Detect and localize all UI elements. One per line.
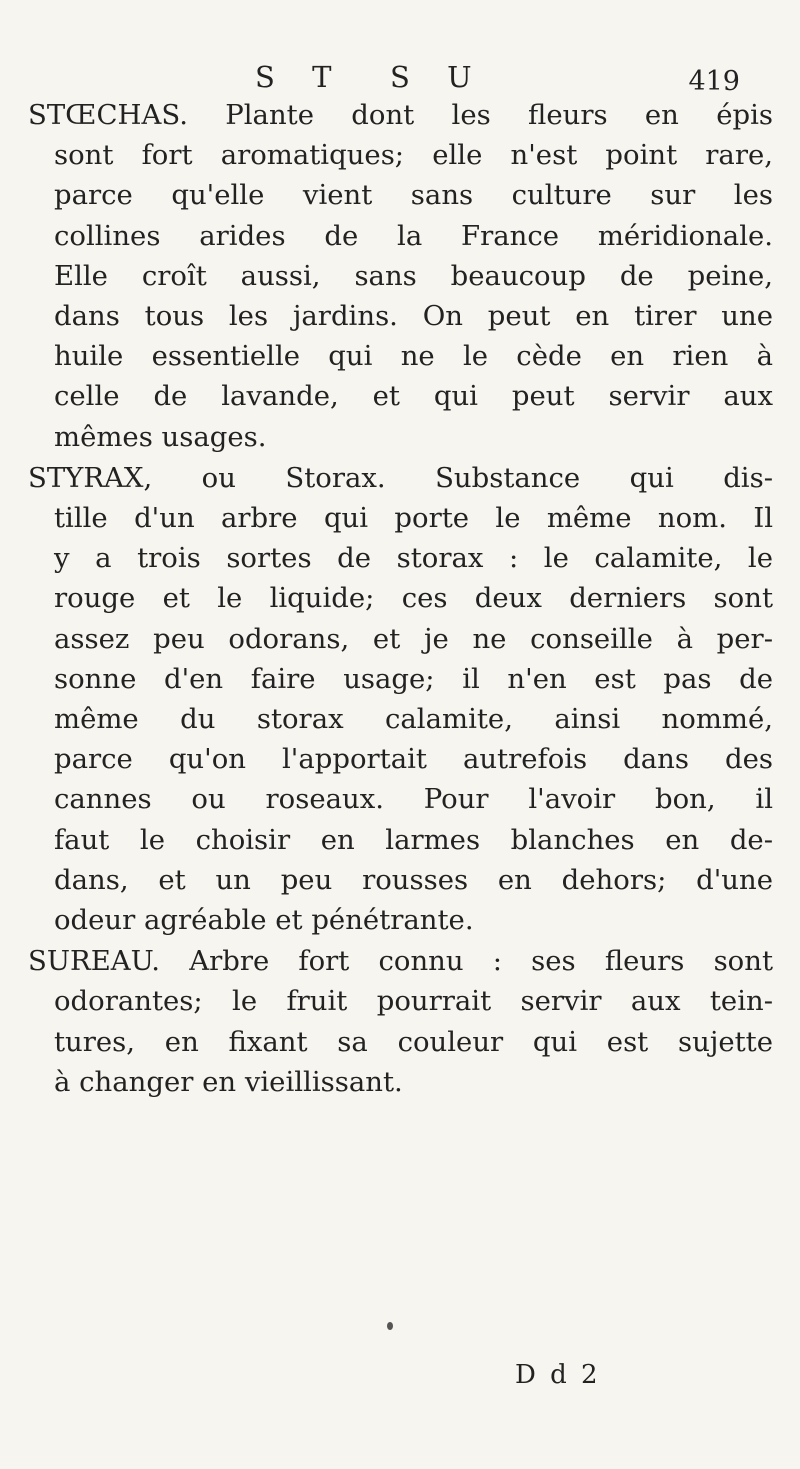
- text-line: dans, et un peu rousses en dehors; d'une: [54, 863, 773, 896]
- text-line: collines arides de la France méridionale.: [54, 219, 773, 252]
- text-line: sonne d'en faire usage; il n'en est pas de: [54, 662, 773, 695]
- entry-sureau: [28, 941, 773, 1102]
- text-line: tures, en fixant sa couleur qui est sujette: [54, 1025, 773, 1058]
- running-head-left: S T: [255, 60, 346, 94]
- signature-mark: D d 2: [515, 1360, 601, 1390]
- text-line: mêmes usages.: [54, 420, 267, 453]
- entry-stoechas: [28, 95, 773, 457]
- text-line: parce qu'on l'apportait autrefois dans des: [54, 743, 773, 776]
- text-line: STŒCHAS. Plante dont les fleurs en épis: [28, 99, 773, 131]
- text-line: même du storax calamite, ainsi nommé,: [54, 703, 773, 736]
- text-line: celle de lavande, et qui peut servir aux: [54, 380, 773, 413]
- text-line: tille d'un arbre qui porte le même nom. Il: [54, 502, 773, 535]
- text-line: SUREAU. Arbre fort connu : ses fleurs sont: [28, 945, 773, 978]
- text-line: parce qu'elle vient sans culture sur les: [54, 179, 773, 212]
- entry-styrax: [28, 458, 773, 940]
- text-line: dans tous les jardins. On peut en tirer une: [54, 300, 773, 333]
- text-line: odeur agréable et pénétrante.: [54, 904, 474, 937]
- text-line: sont fort aromatiques; elle n'est point rare,: [54, 139, 773, 172]
- text-line: y a trois sortes de storax : le calamite, le: [54, 542, 773, 575]
- text-line: STYRAX, ou Storax. Substance qui dis-: [28, 461, 773, 494]
- ink-speck: [387, 1322, 393, 1330]
- running-head-right: S U: [390, 60, 486, 94]
- text-line: cannes ou roseaux. Pour l'avoir bon, il: [54, 783, 773, 816]
- text-line: faut le choisir en larmes blanches en de-: [54, 823, 773, 856]
- page-number: 419: [688, 66, 740, 97]
- text-line: assez peu odorans, et je ne conseille à per-: [54, 622, 773, 655]
- dictionary-entries: [28, 95, 773, 1103]
- text-line: rouge et le liquide; ces deux derniers sont: [54, 582, 773, 615]
- text-line: Elle croît aussi, sans beaucoup de peine,: [54, 259, 773, 292]
- text-line: huile essentielle qui ne le cède en rien à: [54, 340, 773, 373]
- text-line: odorantes; le fruit pourrait servir aux tein-: [54, 985, 773, 1018]
- text-line: à changer en vieillissant.: [54, 1065, 403, 1098]
- running-head: [0, 60, 800, 100]
